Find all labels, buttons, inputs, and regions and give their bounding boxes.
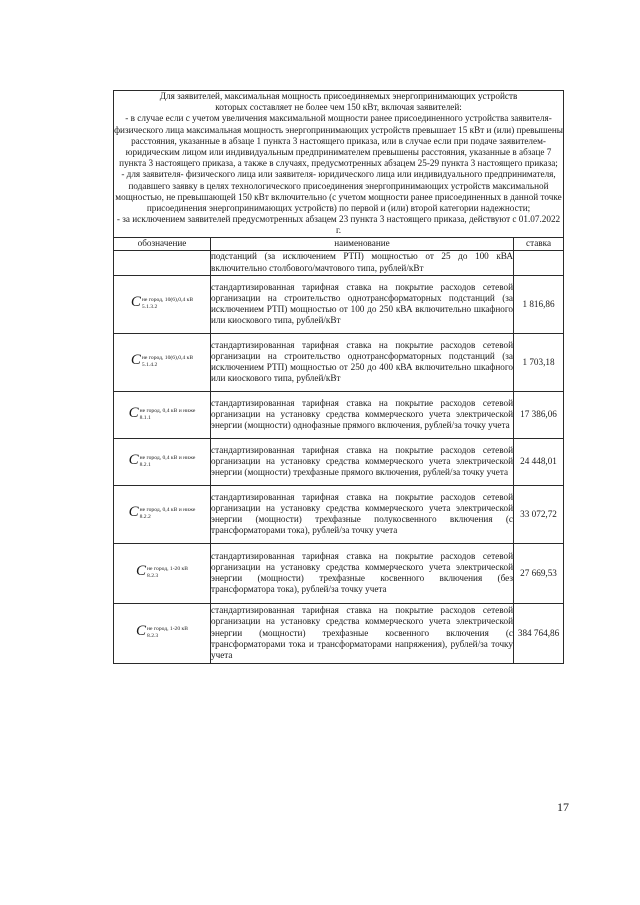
row-rate: 27 669,53 bbox=[514, 543, 564, 603]
code-index bbox=[140, 507, 196, 521]
code-superscript: не город, 10(6),0,4 кВ bbox=[141, 297, 194, 304]
code-superscript: не город, 1-20 кВ bbox=[147, 566, 189, 573]
table-row bbox=[114, 391, 564, 438]
code-symbol: C bbox=[128, 504, 139, 521]
tariff-table bbox=[113, 90, 564, 664]
code-subscript: 8.2.2 bbox=[139, 514, 151, 521]
header-line: - для заявителя- физического лица или заявителя- юридического лица или индивидуального предпринимателя, подавшего заявку в целях технологического присоединения энергопринимающих устройств максимальной мощностью, не превышающей 150 кВт включительно (с учетом мощности ранее присоединенных в данной точке присоединения энергопринимающих устройств) по первой и (или) второй категории надежности; bbox=[115, 169, 562, 214]
row-rate: 33 072,72 bbox=[514, 485, 564, 543]
code-cell bbox=[114, 543, 211, 603]
header-line: - в случае если с учетом увеличения максимальной мощности ранее присоединенного устройства заявителя- физического лица максимальная мощность энергопринимающих устройств превышает 15 кВт и (или) превышены расстояния, указанные в абзаце 1 пункта 3 настоящего приказа, или в случае если при подаче заявителем-юридическим лицом или индивидуальным предпринимателем превышены расстояния, указанные в абзаце 7 пункта 3 настоящего приказа, а также в случаях, предусмотренных абзацем 25-29 пункта 3 настоящего приказа; bbox=[114, 113, 563, 169]
column-header-name: наименование bbox=[211, 237, 514, 250]
code-index bbox=[140, 408, 196, 422]
row-rate: 1 703,18 bbox=[514, 333, 564, 391]
row-rate: 1 816,86 bbox=[514, 275, 564, 333]
column-header-code: обозначение bbox=[114, 237, 211, 250]
table-header-row bbox=[114, 91, 564, 238]
table-row bbox=[114, 275, 564, 333]
code-subscript: 8.2.1 bbox=[139, 461, 151, 468]
row-description: стандартизированная тарифная ставка на покрытие расходов сетевой организации на установку средства коммерческого учета электрической энергии (мощности) трехфазные прямого включения, рублей/за точку учета bbox=[211, 438, 514, 485]
table-header bbox=[114, 91, 564, 238]
row-rate: 24 448,01 bbox=[514, 438, 564, 485]
table-row bbox=[114, 250, 564, 275]
column-header-row bbox=[114, 237, 564, 250]
code-superscript: не город, 0,4 кВ и ниже bbox=[139, 454, 196, 461]
row-description: подстанций (за исключением РТП) мощностью от 25 до 100 кВА включительно столбового/мачтового типа, рублей/кВт bbox=[211, 250, 514, 275]
row-rate: 17 386,06 bbox=[514, 391, 564, 438]
code-subscript: 8.2.3 bbox=[147, 573, 159, 580]
code-superscript: не город, 0,4 кВ и ниже bbox=[139, 407, 196, 414]
code-cell bbox=[114, 250, 211, 275]
code-index bbox=[147, 566, 188, 580]
table-row bbox=[114, 333, 564, 391]
code-cell bbox=[114, 391, 211, 438]
code-symbol: C bbox=[128, 404, 139, 421]
code-symbol: C bbox=[128, 451, 139, 468]
code-cell bbox=[114, 603, 211, 663]
table-row bbox=[114, 485, 564, 543]
code-cell bbox=[114, 438, 211, 485]
code-symbol: C bbox=[135, 563, 146, 580]
code-cell bbox=[114, 333, 211, 391]
page-number: 17 bbox=[557, 800, 569, 814]
code-subscript: 8.1.1 bbox=[139, 414, 151, 421]
table-row bbox=[114, 438, 564, 485]
code-symbol: C bbox=[135, 623, 146, 640]
row-description: стандартизированная тарифная ставка на покрытие расходов сетевой организации на установку средства коммерческого учета электрической энергии (мощности) однофазные прямого включения, рублей/за точку учета bbox=[211, 391, 514, 438]
code-superscript: не город, 10(6),0,4 кВ bbox=[141, 355, 194, 362]
column-header-rate: ставка bbox=[514, 237, 564, 250]
header-line: - за исключением заявителей предусмотренных абзацем 23 пункта 3 настоящего приказа, действуют с 01.07.2022 г. bbox=[116, 214, 561, 236]
row-description: стандартизированная тарифная ставка на покрытие расходов сетевой организации на строительство однотрансформаторных подстанций (за исключением РТП) мощностью от 250 до 400 кВА включительно шкафного или киоскового типа, рублей/кВт bbox=[211, 333, 514, 391]
code-symbol: C bbox=[130, 294, 141, 311]
code-index bbox=[142, 355, 193, 369]
code-superscript: не город, 1-20 кВ bbox=[147, 626, 189, 633]
table-row bbox=[114, 603, 564, 663]
row-description: стандартизированная тарифная ставка на покрытие расходов сетевой организации на строительство однотрансформаторных подстанций (за исключением РТП) мощностью от 100 до 250 кВА включительно шкафного или киоскового типа, рублей/кВт bbox=[211, 275, 514, 333]
row-rate bbox=[514, 250, 564, 275]
code-cell bbox=[114, 485, 211, 543]
row-description: стандартизированная тарифная ставка на покрытие расходов сетевой организации на установку средства коммерческого учета электрической энергии (мощности) трехфазные полукосвенного включения (с трансформаторами тока), рублей/за точку учета bbox=[211, 485, 514, 543]
header-line: Для заявителей, максимальная мощность присоединяемых энергопринимающих устройств bbox=[159, 91, 518, 101]
code-subscript: 5.1.4.2 bbox=[141, 362, 158, 369]
code-symbol: C bbox=[130, 352, 141, 369]
code-cell bbox=[114, 275, 211, 333]
code-index bbox=[140, 455, 196, 469]
code-index bbox=[142, 297, 193, 311]
row-description: стандартизированная тарифная ставка на покрытие расходов сетевой организации на установку средства коммерческого учета электрической энергии (мощности) трехфазные косвенного включения (без трансформатора тока), рублей/за точку учета bbox=[211, 543, 514, 603]
row-description: стандартизированная тарифная ставка на покрытие расходов сетевой организации на установку средства коммерческого учета электрической энергии (мощности) трехфазные косвенного включения (с трансформаторами тока и трансформаторами напряжения), рублей/за точку учета bbox=[211, 603, 514, 663]
code-subscript: 8.2.3 bbox=[147, 633, 159, 640]
code-index bbox=[147, 626, 188, 640]
table-row bbox=[114, 543, 564, 603]
code-superscript: не город, 0,4 кВ и ниже bbox=[139, 507, 196, 514]
row-rate: 384 764,86 bbox=[514, 603, 564, 663]
header-line: которых составляет не более чем 150 кВт, включая заявителей: bbox=[215, 102, 462, 113]
code-subscript: 5.1.3.2 bbox=[141, 304, 158, 311]
